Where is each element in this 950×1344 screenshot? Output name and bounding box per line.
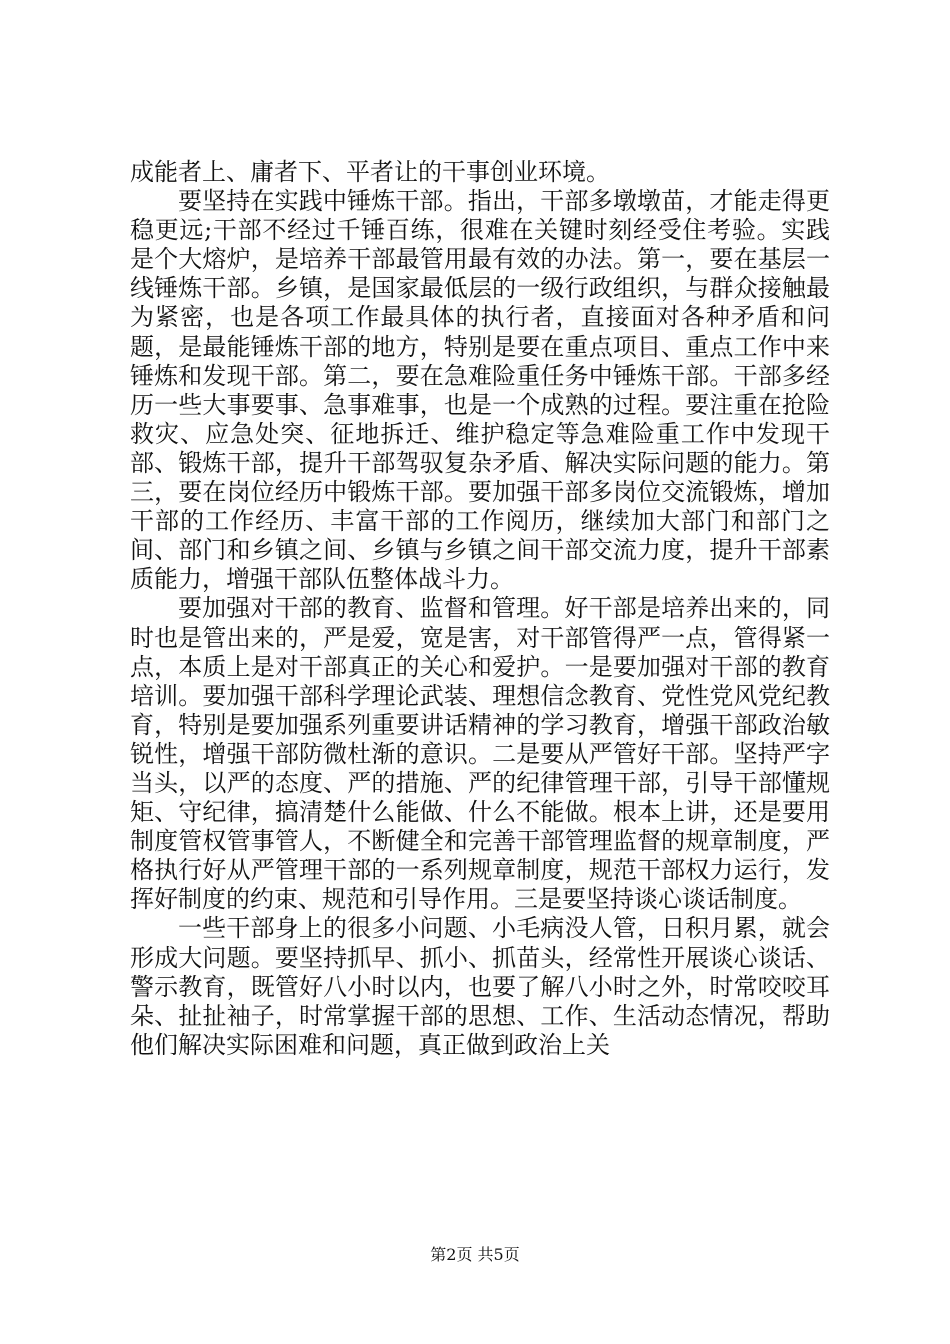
paragraph-practice-training: 要坚持在实践中锤炼干部。指出，干部多墩墩苗，才能走得更稳更远;干部不经过千锤百练，很难在关键时刻经受住考验。实践是个大熔炉，是培养干部最管用最有效的办法。第一，要在基层一线锤炼干部。乡镇，是国家最低层的一级行政组织，与群众接触最为紧密，也是各项工作最具体的执行者，直接面对各种矛盾和问题，是最能锤炼干部的地方，特别是要在重点项目、重点工作中来锤炼和发现干部。第二，要在急难险重任务中锤炼干部。干部多经历一些大事要事、急事难事，也是一个成熟的过程。要注重在抢险救灾、应急处突、征地拆迁、维护稳定等急难险重工作中发现干部、锻炼干部，提升干部驾驭复杂矛盾、解决实际问题的能力。第三，要在岗位经历中锻炼干部。要加强干部多岗位交流锻炼，增加干部的工作经历、丰富干部的工作阅历，继续加大部门和部门之间、部门和乡镇之间、乡镇与乡镇之间干部交流力度，提升干部素质能力，增强干部队伍整体战斗力。: [130, 187, 830, 594]
paragraph-continuation: 成能者上、庸者下、平者让的干事创业环境。: [130, 158, 610, 186]
paragraph-small-problems: 一些干部身上的很多小问题、小毛病没人管，日积月累，就会形成大问题。要坚持抓早、抓小、抓苗头，经常性开展谈心谈话、警示教育，既管好八小时以内，也要了解八小时之外，时常咬咬耳朵、扯扯袖子，时常掌握干部的思想、工作、生活动态情况，帮助他们解决实际困难和问题，真正做到政治上关: [130, 914, 830, 1059]
page-number-footer: 第2页 共5页: [430, 1245, 520, 1264]
paragraph-education-supervision: 要加强对干部的教育、监督和管理。好干部是培养出来的，同时也是管出来的，严是爱，宽是害，对干部管得严一点，管得紧一点，本质上是对干部真正的关心和爱护。一是要加强对干部的教育培训。要加强干部科学理论武装、理想信念教育、党性党风党纪教育，特别是要加强系列重要讲话精神的学习教育，增强干部政治敏锐性，增强干部防微杜渐的意识。二是要从严管好干部。坚持严字当头，以严的态度、严的措施、严的纪律管理干部，引导干部懂规矩、守纪律，搞清楚什么能做、什么不能做。根本上讲，还是要用制度管权管事管人，不断健全和完善干部管理监督的规章制度，严格执行好从严管理干部的一系列规章制度，规范干部权力运行，发挥好制度的约束、规范和引导作用。三是要坚持谈心谈话制度。: [130, 594, 830, 914]
document-body: [130, 158, 830, 1060]
